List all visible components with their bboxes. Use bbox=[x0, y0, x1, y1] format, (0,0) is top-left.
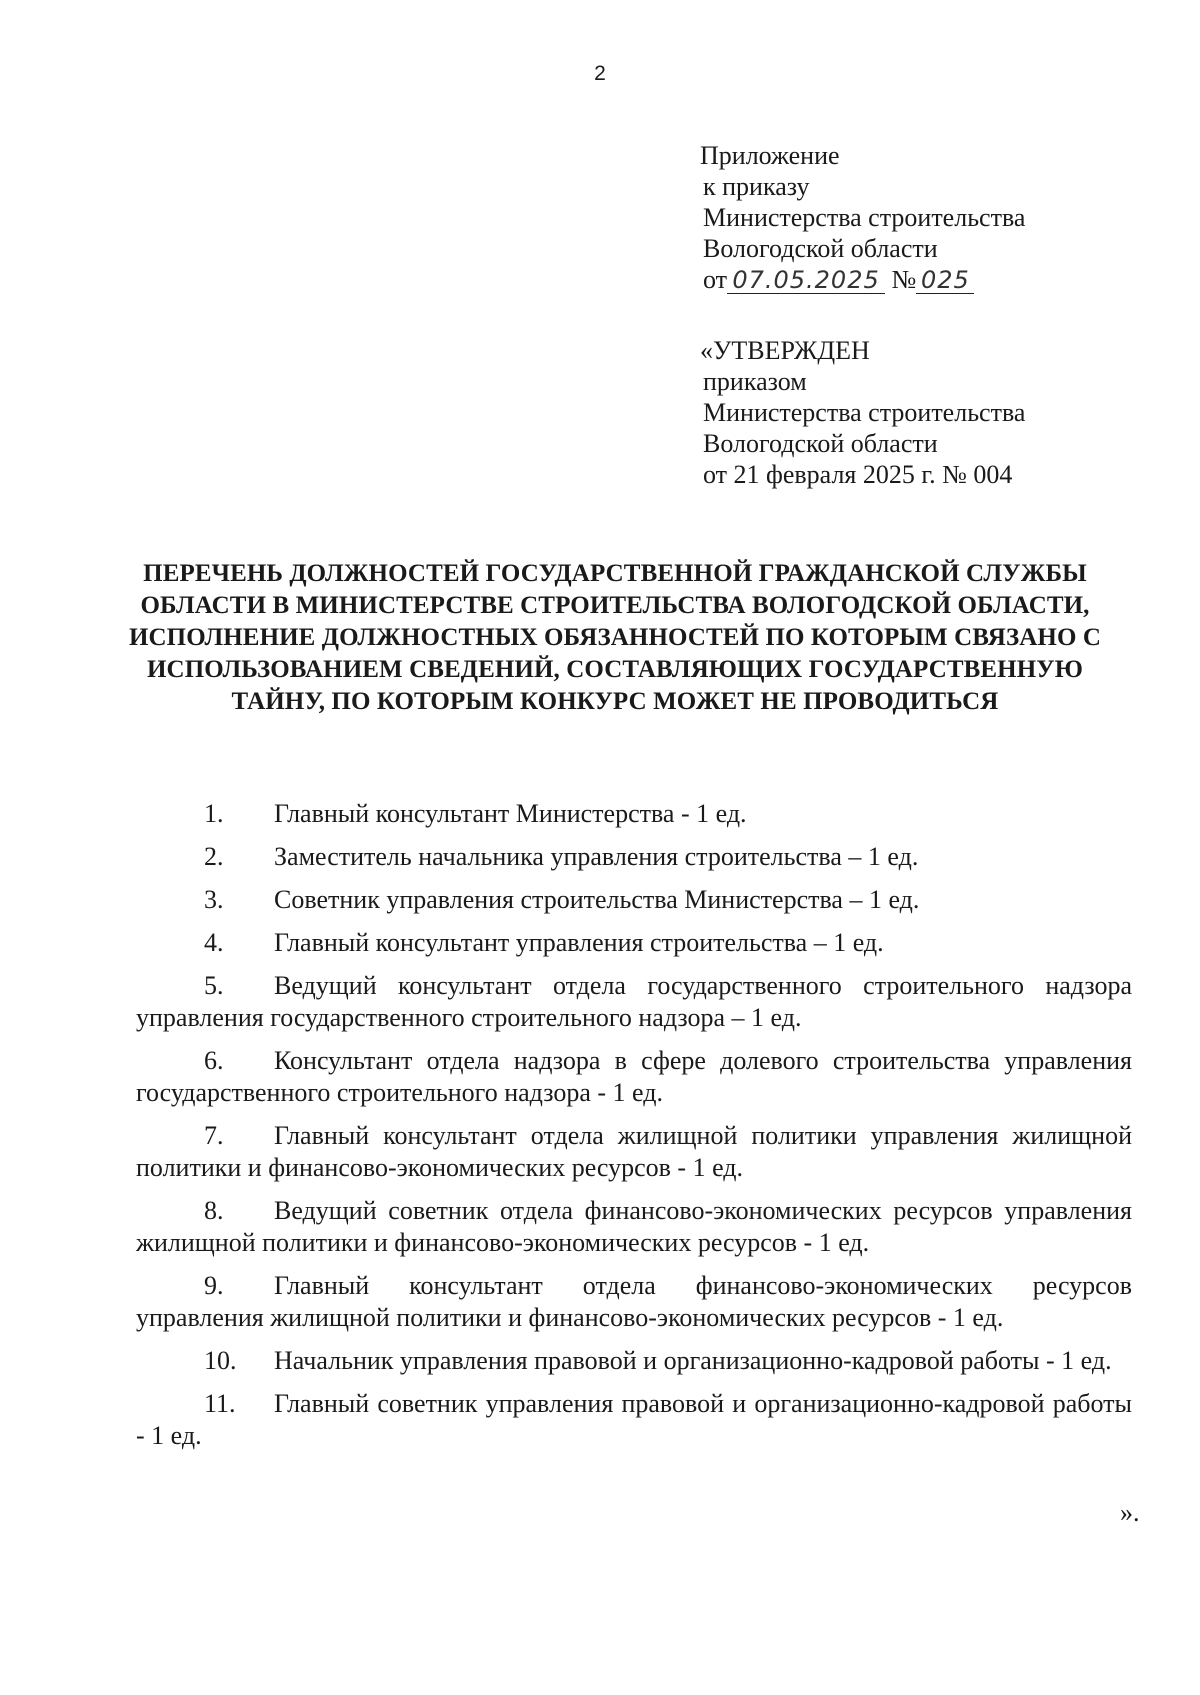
list-item bbox=[136, 1195, 1132, 1259]
appendix-line-1: Приложение bbox=[700, 141, 840, 170]
item-number: 9. bbox=[204, 1271, 224, 1300]
appendix-line-4: Вологодской области bbox=[703, 234, 938, 263]
list-item bbox=[136, 970, 1132, 1034]
number-prefix: № bbox=[891, 265, 917, 294]
item-text: Заместитель начальника управления строительства – 1 ед. bbox=[274, 842, 919, 871]
item-number: 4. bbox=[204, 928, 224, 957]
item-text: Начальник управления правовой и организационно-кадровой работы - 1 ед. bbox=[274, 1346, 1112, 1375]
closing-quote: ». bbox=[1120, 1498, 1140, 1527]
item-text: Главный консультант управления строительства – 1 ед. bbox=[274, 928, 884, 957]
approved-block bbox=[700, 335, 1025, 490]
list-item bbox=[136, 1045, 1132, 1109]
page-number: 2 bbox=[594, 62, 606, 85]
appendix-date-line bbox=[700, 264, 1025, 295]
list-item bbox=[136, 1270, 1132, 1334]
list-item bbox=[136, 927, 1132, 959]
list-item bbox=[136, 884, 1132, 916]
date-prefix: от bbox=[703, 265, 728, 294]
item-text: Главный советник управления правовой и организационно-кадровой работы - 1 ед. bbox=[136, 1389, 1132, 1450]
item-text: Главный консультант отдела жилищной политики управления жилищной политики и финансово-экономических ресурсов - 1 ед. bbox=[136, 1121, 1132, 1182]
approved-line-3: Министерства строительства bbox=[703, 398, 1026, 427]
item-number: 11. bbox=[204, 1389, 236, 1418]
item-number: 8. bbox=[204, 1196, 224, 1225]
item-text: Советник управления строительства Министерства – 1 ед. bbox=[274, 885, 920, 914]
item-text: Главный консультант отдела финансово-экономических ресурсов управления жилищной политики и финансово-экономических ресурсов - 1 ед. bbox=[136, 1271, 1132, 1332]
appendix-line-3: Министерства строительства bbox=[703, 203, 1026, 232]
item-text: Консультант отдела надзора в сфере долевого строительства управления государственного строительного надзора - 1 ед. bbox=[136, 1046, 1132, 1107]
list-item bbox=[136, 798, 1132, 830]
approved-line-5: от 21 февраля 2025 г. № 004 bbox=[703, 460, 1013, 489]
handwritten-number: 025 bbox=[916, 267, 974, 294]
handwritten-date: 07.05.2025 bbox=[727, 267, 885, 294]
appendix-line-2: к приказу bbox=[703, 172, 810, 201]
list-item bbox=[136, 1345, 1132, 1377]
positions-list bbox=[136, 798, 1132, 1463]
list-item bbox=[136, 1388, 1132, 1452]
item-number: 5. bbox=[204, 971, 224, 1000]
item-text: Ведущий советник отдела финансово-экономических ресурсов управления жилищной политики и финансово-экономических ресурсов - 1 ед. bbox=[136, 1196, 1132, 1257]
approved-line-1: «УТВЕРЖДЕН bbox=[700, 336, 870, 365]
item-number: 6. bbox=[204, 1046, 224, 1075]
list-item bbox=[136, 1120, 1132, 1184]
document-title: ПЕРЕЧЕНЬ ДОЛЖНОСТЕЙ ГОСУДАРСТВЕННОЙ ГРАЖДАНСКОЙ СЛУЖБЫ ОБЛАСТИ В МИНИСТЕРСТВЕ СТРОИТЕЛЬСТВА ВОЛОГОДСКОЙ ОБЛАСТИ, ИСПОЛНЕНИЕ ДОЛЖНОСТНЫХ ОБЯЗАННОСТЕЙ ПО КОТОРЫМ СВЯЗАНО С ИСПОЛЬЗОВАНИЕМ СВЕДЕНИЙ, СОСТАВЛЯЮЩИХ ГОСУДАРСТВЕННУЮ ТАЙНУ, ПО КОТОРЫМ КОНКУРС МОЖЕТ НЕ ПРОВОДИТЬСЯ bbox=[128, 560, 1101, 715]
list-item bbox=[136, 841, 1132, 873]
item-number: 3. bbox=[204, 885, 224, 914]
item-number: 10. bbox=[204, 1346, 237, 1375]
approved-line-2: приказом bbox=[703, 367, 807, 396]
item-number: 2. bbox=[204, 842, 224, 871]
item-number: 1. bbox=[204, 799, 224, 828]
appendix-block bbox=[700, 140, 1025, 295]
item-number: 7. bbox=[204, 1121, 224, 1150]
item-text: Главный консультант Министерства - 1 ед. bbox=[274, 799, 747, 828]
approved-line-4: Вологодской области bbox=[703, 429, 938, 458]
item-text: Ведущий консультант отдела государственного строительного надзора управления государственного строительного надзора – 1 ед. bbox=[136, 971, 1132, 1032]
